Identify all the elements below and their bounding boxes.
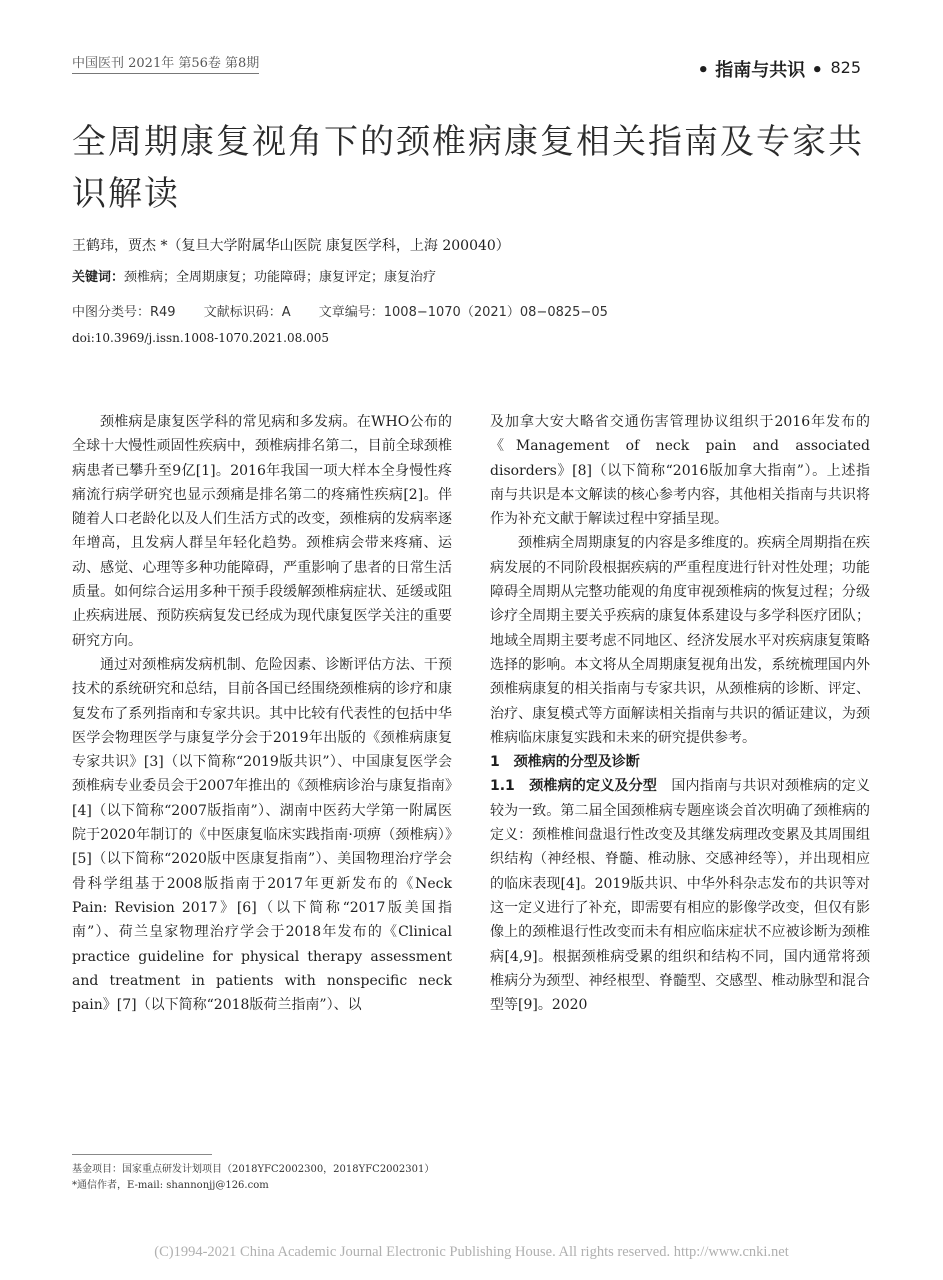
body-left-column	[72, 410, 452, 1017]
clc-number: 中图分类号：R49	[72, 305, 176, 320]
footnote-divider	[72, 1154, 212, 1155]
section-tag	[697, 56, 823, 82]
section-label: • 指南与共识 •	[697, 60, 823, 81]
page-number: 825	[830, 58, 861, 77]
authors: 王鹤玮，贾杰 *（复旦大学附属华山医院 康复医学科，上海 200040）	[72, 238, 510, 254]
section-heading: 1 颈椎病的分型及诊断	[490, 754, 640, 771]
article-meta	[72, 301, 632, 320]
doi: doi:10.3969/j.issn.1008-1070.2021.08.005	[72, 331, 329, 345]
article-number: 文章编号：1008−1070（2021）08−0825−05	[318, 305, 608, 320]
body-right-column	[490, 410, 870, 1017]
keywords	[72, 266, 436, 285]
subsection-paragraph	[490, 774, 870, 1017]
paragraph: 颈椎病是康复医学科的常见病和多发病。在WHO公布的全球十大慢性顽固性疾病中，颈椎病排名第二，目前全球颈椎病患者已攀升至9亿[1]。2016年我国一项大样本全身慢性疼痛流行病学研究也显示颈痛是排名第二的疼痛性疾病[2]。伴随着人口老龄化以及人们生活方式的改变，颈椎病的发病率逐年增高，且发病人群呈年轻化趋势。颈椎病会带来疼痛、运动、感觉、心理等多种功能障碍，严重影响了患者的日常生活质量。如何综合运用多种干预手段缓解颈椎病症状、延缓或阻止疾病进展、预防疾病复发已经成为现代康复医学关注的重要研究方向。	[72, 414, 452, 649]
paragraph: 及加拿大安大略省交通伤害管理协议组织于2016年发布的《Management of neck pain and associated disorders》[8]（以下简称“2016版加拿大指南”）。上述指南与共识是本文解读的核心参考内容，其他相关指南与共识将作为补充文献于解读过程中穿插呈现。	[490, 414, 870, 528]
copyright-watermark: (C)1994-2021 China Academic Journal Electronic Publishing House. All rights reserved. http://www.cnki.net	[154, 1244, 789, 1260]
article-title: 全周期康复视角下的颈椎病康复相关指南及专家共识解读	[72, 122, 864, 214]
footnote-corresponding: *通信作者，E-mail: shannonjj@126.com	[72, 1180, 269, 1191]
keywords-label: 关键词：	[72, 270, 125, 285]
subsection-heading: 1.1 颈椎病的定义及分型	[490, 778, 658, 795]
keywords-text: 颈椎病；全周期康复；功能障碍；康复评定；康复治疗	[124, 270, 437, 285]
paragraph: 通过对颈椎病发病机制、危险因素、诊断评估方法、干预技术的系统研究和总结，目前各国已经围绕颈椎病的诊疗和康复发布了系列指南和专家共识。其中比较有代表性的包括中华医学会物理医学与康复学分会于2019年出版的《颈椎病康复专家共识》[3]（以下简称“2019版共识”）、中国康复医学会颈椎病专业委员会于2007年推出的《颈椎病诊治与康复指南》[4]（以下简称“2007版指南”）、湖南中医药大学第一附属医院于2020年制订的《中医康复临床实践指南·项痹（颈椎病）》[5]（以下简称“2020版中医康复指南”）、美国物理治疗学会骨科学组基于2008版指南于2017年更新发布的《Neck Pain: Revision 2017》[6]（以下简称“2017版美国指南”）、荷兰皇家物理治疗学会于2018年发布的《Clinical practice guideline for physical therapy assessment and treatment in patients with nonspecific neck pain》[7]（以下简称“2018版荷兰指南”）、以	[72, 656, 452, 1014]
document-code: 文献标识码：A	[203, 305, 291, 320]
footnote-fund: 基金项目：国家重点研发计划项目（2018YFC2002300，2018YFC2002301）	[72, 1164, 435, 1175]
paragraph: 颈椎病全周期康复的内容是多维度的。疾病全周期指在疾病发展的不同阶段根据疾病的严重程度进行针对性处理；功能障碍全周期从完整功能观的角度审视颈椎病的恢复过程；分级诊疗全周期主要关乎疾病的康复体系建设与多学科医疗团队；地域全周期主要考虑不同地区、经济发展水平对疾病康复策略选择的影响。本文将从全周期康复视角出发，系统梳理国内外颈椎病康复的相关指南与专家共识，从颈椎病的诊断、评定、治疗、康复模式等方面解读相关指南与共识的循证建议，为颈椎病临床康复实践和未来的研究提供参考。	[490, 535, 870, 746]
paragraph-text: 国内指南与共识对颈椎病的定义较为一致。第二届全国颈椎病专题座谈会首次明确了颈椎病的定义：颈椎椎间盘退行性改变及其继发病理改变累及其周围组织结构（神经根、脊髓、椎动脉、交感神经等），并出现相应的临床表现[4]。2019版共识、中华外科杂志发布的共识等对这一定义进行了补充，即需要有相应的影像学改变，但仅有影像上的颈椎退行性改变而未有相应临床症状不应被诊断为颈椎病[4,9]。根据颈椎病受累的组织和结构不同，国内通常将颈椎病分为颈型、神经根型、脊髓型、交感型、椎动脉型和混合型等[9]。2020	[490, 778, 871, 1014]
running-head: 中国医刊 2021年 第56卷 第8期	[72, 52, 259, 74]
